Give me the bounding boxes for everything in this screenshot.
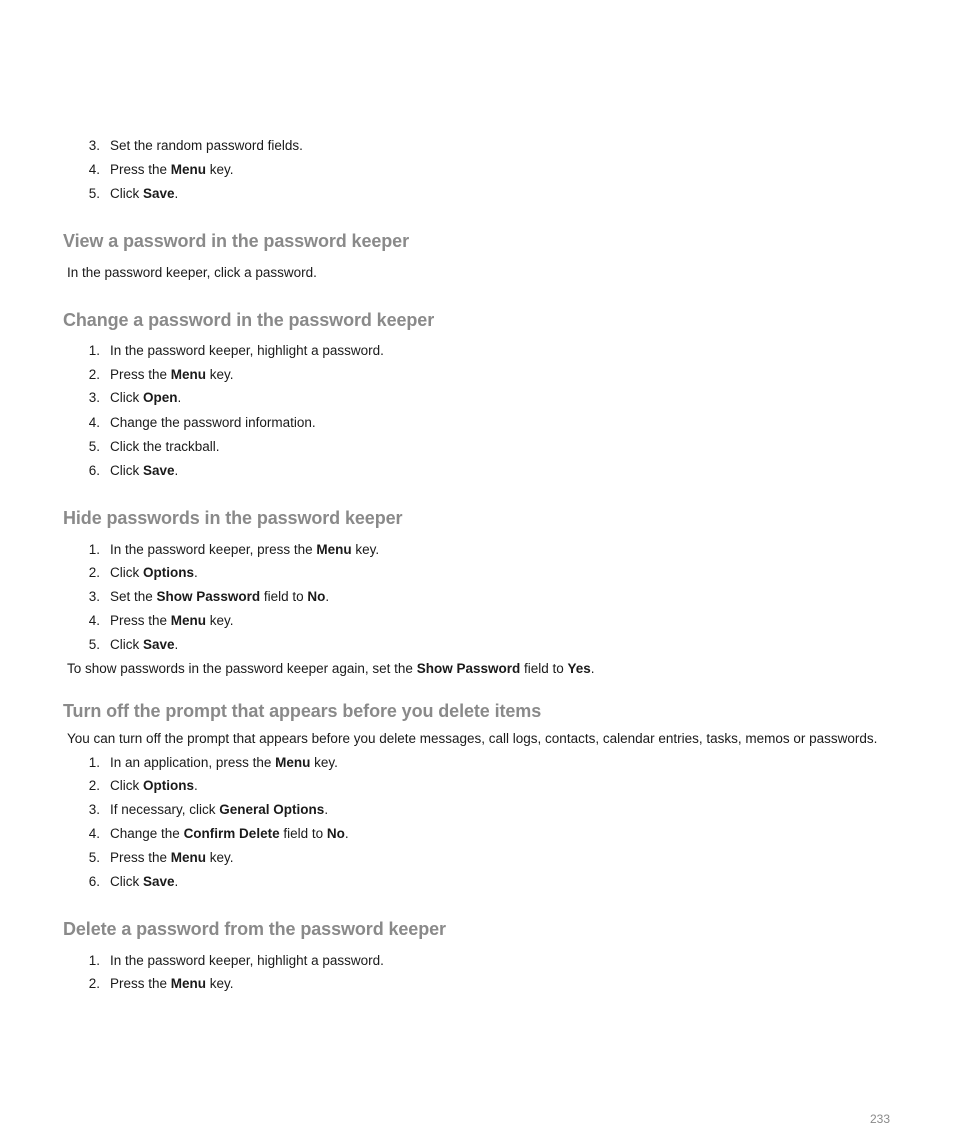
step-text: [110, 390, 181, 406]
bold-term: Open: [143, 390, 178, 405]
section-heading-view: View a password in the password keeper: [63, 231, 409, 251]
bold-term: General Options: [219, 802, 325, 817]
step-number: 2.: [88, 565, 100, 580]
step-text: [110, 162, 234, 178]
text-run: .: [324, 802, 329, 817]
text-run: If necessary, click: [110, 802, 220, 817]
step-number: 1.: [88, 953, 100, 968]
text-run: Click: [110, 463, 143, 478]
text-run: In the password keeper, press the: [110, 542, 317, 557]
step-number: 5.: [88, 186, 100, 201]
bold-term: No: [307, 589, 326, 604]
section-text-view: In the password keeper, click a password.: [67, 265, 317, 280]
step-text: [110, 589, 329, 605]
text-run: field to: [260, 589, 308, 604]
step-number: 1.: [88, 542, 100, 557]
page-number: 233: [869, 1112, 890, 1126]
text-run: .: [194, 565, 198, 580]
text-run: Press the: [110, 850, 171, 865]
text-run: Change the password information.: [110, 415, 316, 430]
text-run: .: [177, 390, 182, 405]
step-text: [110, 637, 178, 653]
text-run: Click: [110, 186, 143, 201]
bold-term: Save: [143, 637, 175, 652]
section-heading-change: Change a password in the password keeper: [63, 310, 435, 330]
bold-term: Menu: [170, 976, 207, 991]
section-heading-delete: Delete a password from the password keeper: [63, 919, 446, 939]
text-run: .: [174, 463, 179, 478]
text-run: Press the: [110, 162, 171, 177]
text-run: .: [590, 661, 595, 676]
text-run: key.: [206, 162, 234, 177]
step-text: [110, 463, 178, 479]
text-run: Click: [110, 874, 143, 889]
step-number: 1.: [88, 343, 100, 358]
text-run: key.: [206, 850, 234, 865]
step-number: 3.: [88, 390, 100, 405]
bold-term: Save: [143, 874, 175, 889]
bold-term: Yes: [567, 661, 591, 676]
bold-term: Menu: [170, 850, 207, 865]
text-run: Set the random password fields.: [110, 138, 303, 153]
text-run: .: [325, 589, 330, 604]
text-run: .: [174, 637, 179, 652]
bold-term: No: [326, 826, 345, 841]
step-text: [110, 367, 234, 383]
text-run: field to: [279, 826, 327, 841]
step-number: 2.: [88, 976, 100, 991]
section-heading-hide: Hide passwords in the password keeper: [63, 508, 403, 528]
step-number: 4.: [88, 826, 100, 841]
section-text-prompt: You can turn off the prompt that appears before you delete messages, call logs, contacts, calendar entries, tasks, memos or passwords.: [67, 731, 878, 746]
text-run: To show passwords in the password keeper again, set the: [67, 661, 417, 676]
text-run: .: [194, 778, 198, 793]
step-text: [110, 802, 328, 818]
step-number: 1.: [88, 755, 100, 770]
step-number: 6.: [88, 463, 100, 478]
step-text: [110, 186, 178, 202]
text-run: .: [174, 874, 179, 889]
step-number: 5.: [88, 637, 100, 652]
text-run: Click the trackball.: [110, 439, 220, 454]
step-text: [110, 415, 316, 431]
step-number: 3.: [88, 802, 100, 817]
step-text: [110, 953, 384, 969]
step-number: 4.: [88, 415, 100, 430]
text-run: key.: [310, 755, 338, 770]
step-number: 4.: [88, 613, 100, 628]
bold-term: Confirm Delete: [183, 826, 280, 841]
text-run: field to: [520, 661, 568, 676]
bold-term: Show Password: [156, 589, 261, 604]
bold-term: Options: [143, 565, 194, 580]
text-run: Press the: [110, 976, 171, 991]
bold-term: Menu: [275, 755, 311, 770]
text-run: Press the: [110, 367, 171, 382]
bold-term: Options: [143, 778, 194, 793]
text-run: key.: [206, 613, 234, 628]
bold-term: Show Password: [416, 661, 521, 676]
step-number: 2.: [88, 367, 100, 382]
step-text: [110, 439, 220, 455]
text-run: In the password keeper, highlight a password.: [110, 953, 384, 968]
step-text: [110, 874, 178, 890]
step-number: 4.: [88, 162, 100, 177]
bold-term: Save: [143, 186, 175, 201]
text-run: Click: [110, 390, 143, 405]
text-run: Click: [110, 637, 143, 652]
bold-term: Menu: [170, 613, 207, 628]
text-run: In an application, press the: [110, 755, 276, 770]
text-run: Press the: [110, 613, 171, 628]
text-run: .: [344, 826, 349, 841]
bold-term: Menu: [170, 367, 207, 382]
text-run: key.: [351, 542, 380, 557]
step-text: [110, 826, 349, 842]
step-text: [110, 850, 234, 866]
text-run: Click: [110, 565, 143, 580]
step-number: 6.: [88, 874, 100, 889]
section-heading-prompt: Turn off the prompt that appears before you delete items: [63, 701, 542, 721]
bold-term: Menu: [170, 162, 207, 177]
step-text: [110, 565, 198, 581]
text-run: Click: [110, 778, 143, 793]
section-note-hide: [67, 661, 595, 677]
step-text: [110, 343, 384, 359]
step-number: 2.: [88, 778, 100, 793]
text-run: In the password keeper, highlight a password.: [110, 343, 384, 358]
step-number: 3.: [88, 138, 100, 153]
text-run: .: [174, 186, 179, 201]
text-run: Change the: [110, 826, 184, 841]
step-number: 5.: [88, 850, 100, 865]
step-number: 3.: [88, 589, 100, 604]
step-text: [110, 613, 234, 629]
step-text: [110, 542, 379, 558]
text-run: key.: [206, 976, 234, 991]
bold-term: Menu: [316, 542, 352, 557]
step-text: [110, 778, 198, 794]
step-text: [110, 755, 338, 771]
text-run: Set the: [110, 589, 157, 604]
bold-term: Save: [143, 463, 175, 478]
step-text: [110, 976, 234, 992]
step-text: [110, 138, 303, 154]
step-number: 5.: [88, 439, 100, 454]
text-run: key.: [206, 367, 234, 382]
